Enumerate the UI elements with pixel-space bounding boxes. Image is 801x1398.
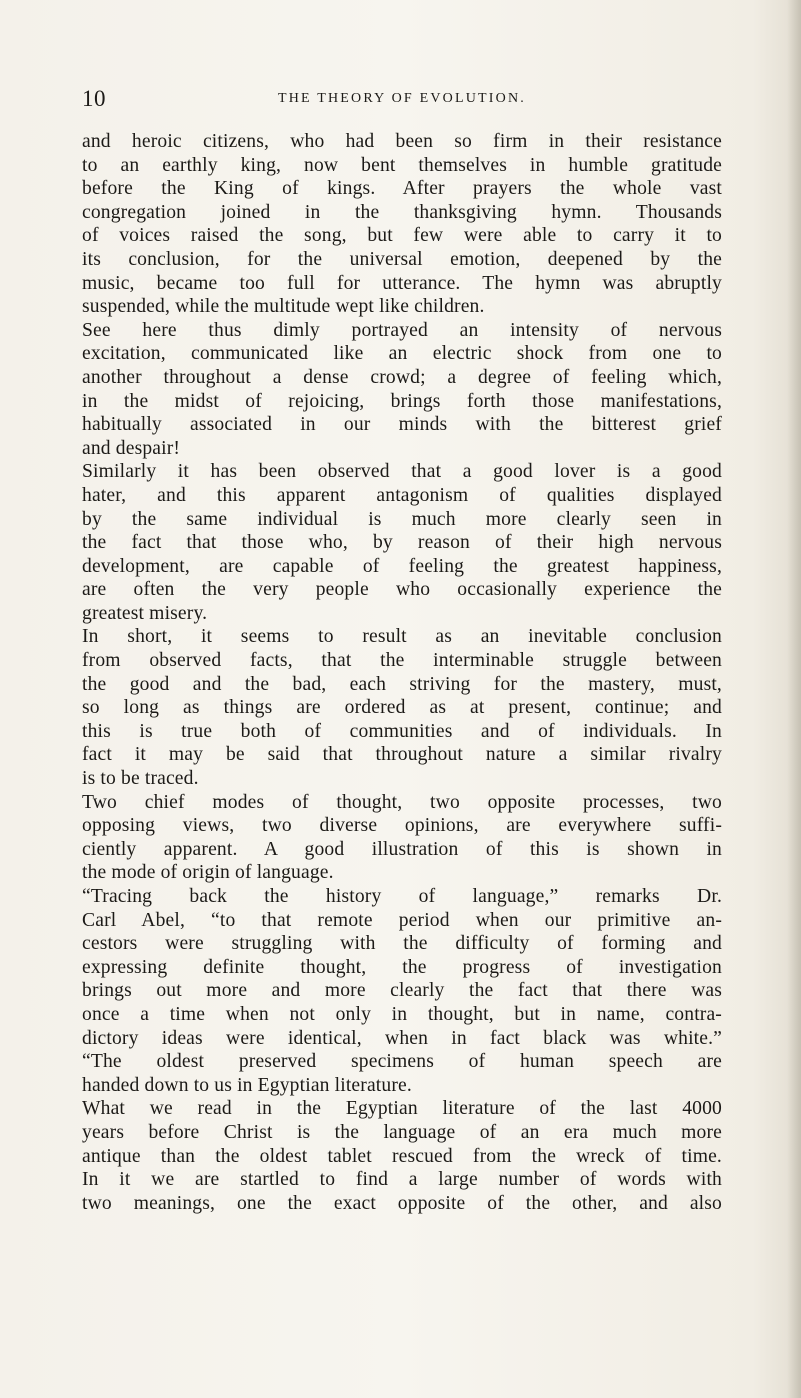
text-line: in the midst of rejoicing, brings forth those manifestations, <box>82 390 722 412</box>
text-line: so long as things are ordered as at present, continue; and <box>82 697 722 719</box>
text-line: by the same individual is much more clearly seen in <box>82 508 722 530</box>
text-line: congregation joined in the thanksgiving hymn. Thousands <box>82 201 722 223</box>
text-line: are often the very people who occasionally experience the <box>82 579 722 601</box>
text-line: brings out more and more clearly the fact that there was <box>82 980 722 1002</box>
text-line: cestors were struggling with the difficulty of forming and <box>82 933 722 955</box>
text-line: What we read in the Egyptian literature of the last 4000 <box>82 1098 722 1120</box>
text-line: once a time when not only in thought, but in name, contra- <box>82 1003 722 1025</box>
text-line: another throughout a dense crowd; a degree of feeling which, <box>82 366 722 388</box>
text-line: greatest misery. <box>82 602 208 624</box>
text-line: habitually associated in our minds with the bitterest grief <box>82 414 722 436</box>
text-line: handed down to us in Egyptian literature. <box>82 1074 412 1096</box>
text-line: opposing views, two diverse opinions, are everywhere suffi- <box>82 815 722 837</box>
text-line: of voices raised the song, but few were able to carry it to <box>82 225 722 247</box>
text-line: Two chief modes of thought, two opposite processes, two <box>82 791 722 813</box>
text-line: the fact that those who, by reason of their high nervous <box>82 532 722 554</box>
text-line: In it we are startled to find a large number of words with <box>82 1169 722 1191</box>
text-line: Carl Abel, “to that remote period when our primitive an- <box>82 909 722 931</box>
text-line: is to be traced. <box>82 768 199 790</box>
page-edge-shadow <box>787 0 801 1398</box>
text-line: before the King of kings. After prayers the whole vast <box>82 178 722 200</box>
text-line: See here thus dimly portrayed an intensity of nervous <box>82 319 722 341</box>
text-line: to an earthly king, now bent themselves in humble gratitude <box>82 154 722 176</box>
text-line: suspended, while the multitude wept like children. <box>82 296 485 318</box>
text-line: and heroic citizens, who had been so firm in their resistance <box>82 131 722 152</box>
page-header <box>82 86 722 116</box>
text-line: ciently apparent. A good illustration of this is shown in <box>82 838 722 860</box>
text-line: hater, and this apparent antagonism of qualities displayed <box>82 484 722 506</box>
text-line: dictory ideas were identical, when in fact black was white.” <box>82 1027 722 1049</box>
text-line: the good and the bad, each striving for the mastery, must, <box>82 673 722 695</box>
text-line: its conclusion, for the universal emotion, deepened by the <box>82 248 722 270</box>
text-line: and despair! <box>82 437 181 459</box>
text-line: excitation, communicated like an electric shock from one to <box>82 343 722 365</box>
text-line: “Tracing back the history of language,” remarks Dr. <box>82 886 722 907</box>
text-line: expressing definite thought, the progress of investigation <box>82 956 722 978</box>
text-line: In short, it seems to result as an inevitable conclusion <box>82 626 722 648</box>
text-line: Similarly it has been observed that a good lover is a good <box>82 461 722 483</box>
text-line: antique than the oldest tablet rescued from the wreck of time. <box>82 1145 722 1167</box>
text-line: the mode of origin of language. <box>82 862 334 884</box>
body-text <box>82 130 722 1215</box>
text-line: two meanings, one the exact opposite of the other, and also <box>82 1192 722 1214</box>
text-line: fact it may be said that throughout nature a similar rivalry <box>82 744 722 766</box>
text-line: this is true both of communities and of individuals. In <box>82 720 722 742</box>
text-line: “The oldest preserved specimens of human speech are <box>82 1051 722 1073</box>
page-number: 10 <box>82 86 106 111</box>
running-head: THE THEORY OF EVOLUTION. <box>277 91 526 106</box>
text-line: development, are capable of feeling the greatest happiness, <box>82 555 722 577</box>
text-line: years before Christ is the language of an era much more <box>82 1121 722 1143</box>
text-line: from observed facts, that the interminable struggle between <box>82 650 722 672</box>
text-line: music, became too full for utterance. The hymn was abruptly <box>82 272 722 294</box>
